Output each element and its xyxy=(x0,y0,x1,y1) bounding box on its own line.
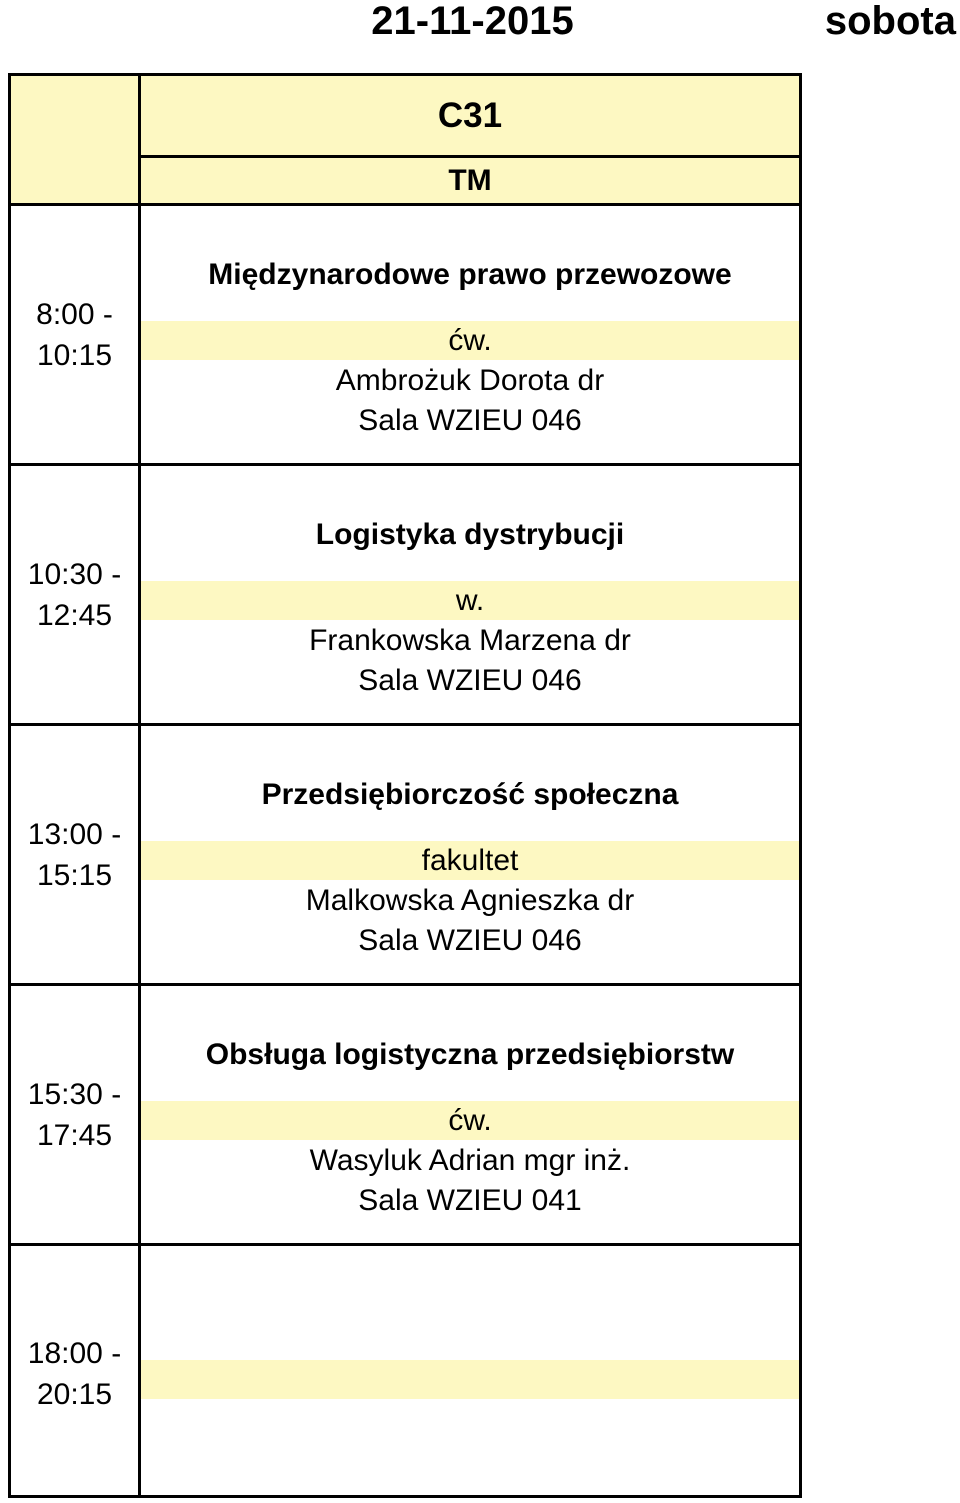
time-start: 13:00 - xyxy=(27,818,122,851)
time-slot-3 xyxy=(11,726,799,986)
schedule-date: 21-11-2015 xyxy=(371,0,574,43)
class-type: fakultet xyxy=(421,844,519,877)
time-range xyxy=(11,294,138,376)
room-name: Sala WZIEU 046 xyxy=(358,404,582,437)
subject-name: Logistyka dystrybucji xyxy=(315,518,625,551)
time-range xyxy=(11,1333,138,1415)
time-start: 18:00 - xyxy=(27,1337,122,1370)
time-cell xyxy=(11,986,141,1243)
teacher-name: Frankowska Marzena dr xyxy=(309,624,631,657)
class-type: ćw. xyxy=(448,1104,492,1137)
time-end: 12:45 xyxy=(36,599,113,632)
time-range xyxy=(11,1074,138,1156)
time-range xyxy=(11,554,138,636)
time-start: 8:00 - xyxy=(36,298,113,331)
time-start: 15:30 - xyxy=(27,1078,122,1111)
schedule-weekday: sobota xyxy=(824,0,956,43)
group-specialization: TM xyxy=(448,164,492,197)
header-corner-cell xyxy=(11,76,141,203)
time-range xyxy=(11,814,138,896)
room-name: Sala WZIEU 041 xyxy=(358,1184,582,1217)
room-name: Sala WZIEU 046 xyxy=(358,664,582,697)
time-cell xyxy=(11,466,141,723)
subject-name: Międzynarodowe prawo przewozowe xyxy=(208,258,732,291)
room-name: Sala WZIEU 046 xyxy=(358,924,582,957)
time-cell xyxy=(11,726,141,983)
timetable xyxy=(8,73,802,1498)
time-end: 15:15 xyxy=(36,859,113,892)
teacher-name: Wasyluk Adrian mgr inż. xyxy=(309,1144,631,1177)
group-header-divider xyxy=(141,155,799,158)
group-header xyxy=(11,76,799,206)
subject-name: Przedsiębiorczość społeczna xyxy=(261,778,679,811)
class-type: ćw. xyxy=(448,324,492,357)
time-cell xyxy=(11,206,141,463)
time-end: 10:15 xyxy=(36,339,113,372)
time-end: 20:15 xyxy=(36,1378,113,1411)
class-type: w. xyxy=(455,584,485,617)
teacher-name: Ambrożuk Dorota dr xyxy=(335,364,605,397)
class-type-band xyxy=(141,1360,799,1399)
teacher-name: Malkowska Agnieszka dr xyxy=(305,884,635,917)
time-slot-1 xyxy=(11,206,799,466)
time-slot-5 xyxy=(11,1246,799,1495)
time-end: 17:45 xyxy=(36,1119,113,1152)
time-cell xyxy=(11,1246,141,1495)
time-slot-2 xyxy=(11,466,799,726)
group-name: C31 xyxy=(437,96,503,135)
time-start: 10:30 - xyxy=(27,558,122,591)
subject-name: Obsługa logistyczna przedsiębiorstw xyxy=(205,1038,735,1071)
time-slot-4 xyxy=(11,986,799,1246)
